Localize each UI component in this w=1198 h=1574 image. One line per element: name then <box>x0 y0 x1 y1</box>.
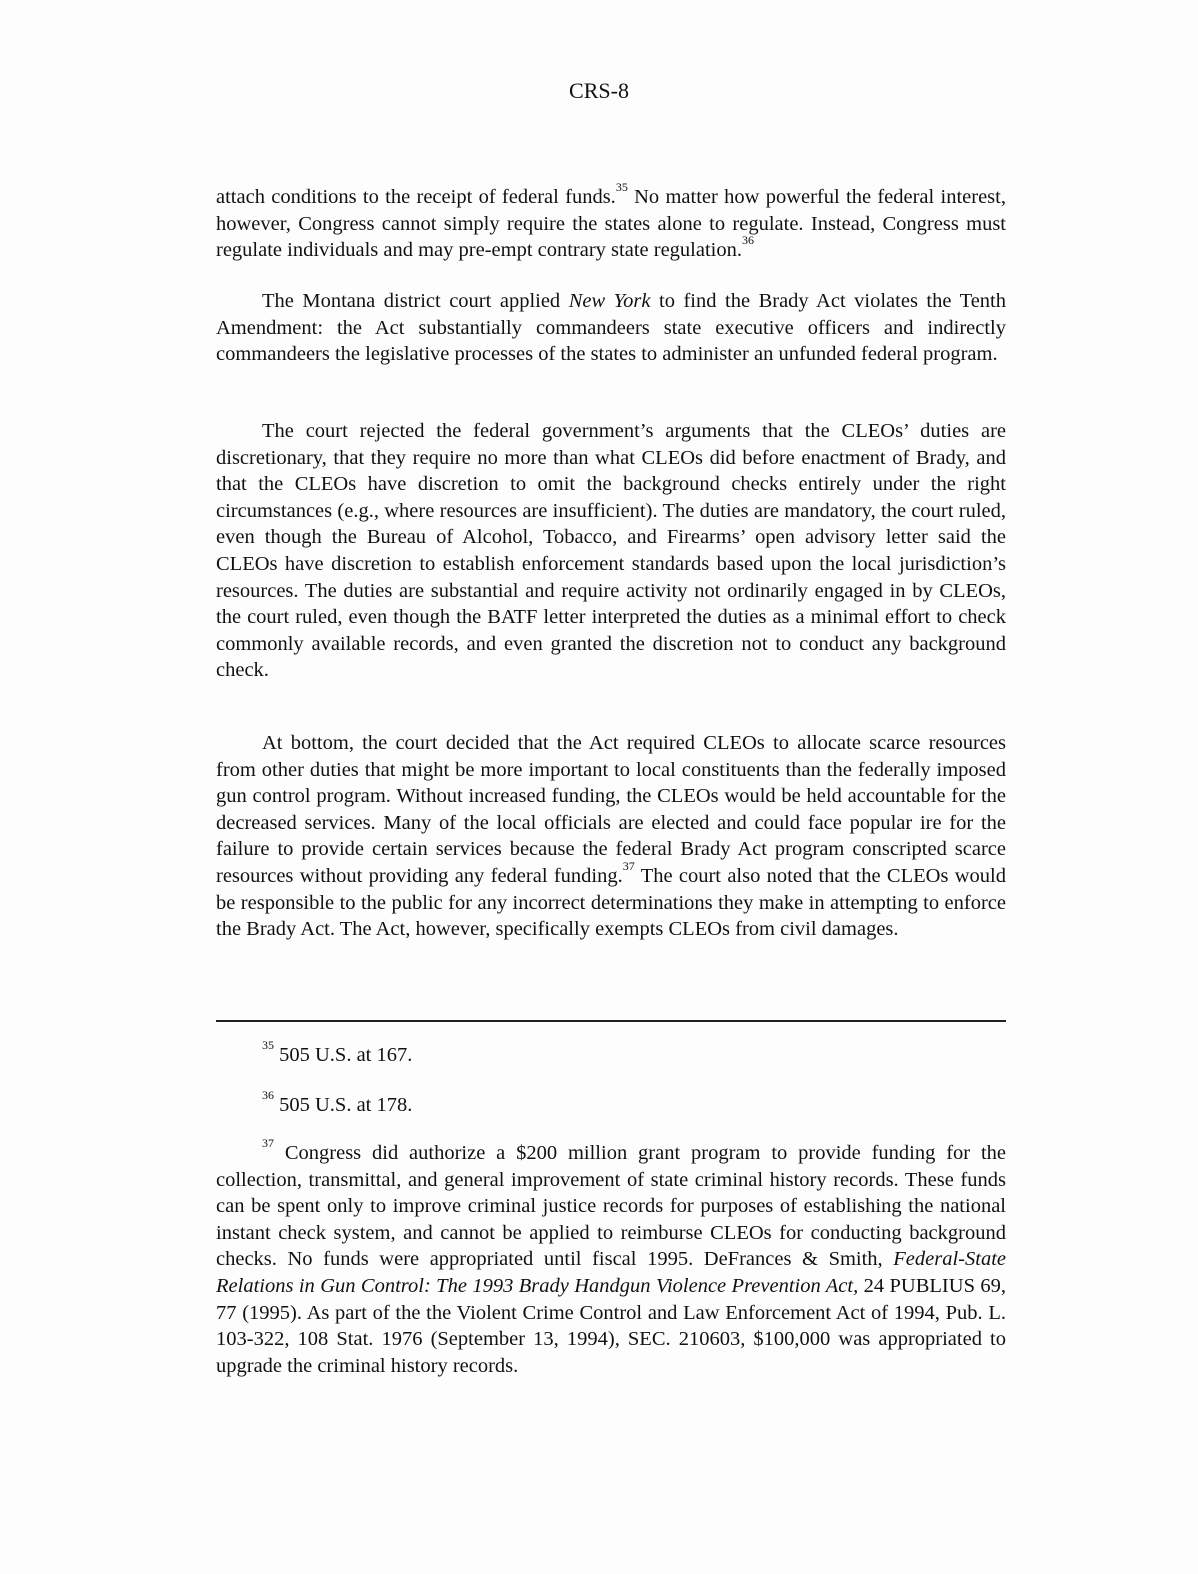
paragraph-text: No matter how powerful the federal interest, however, Congress cannot simply require the states alone to regulate. Instead, Congress must regulate individuals and may pre-empt contrary state regulation. <box>216 186 1006 262</box>
footnote-ref-37[interactable]: 37 <box>622 858 635 873</box>
paragraph-2 <box>216 288 1006 368</box>
footnote-number: 35 <box>262 1038 274 1052</box>
citation-title: Federal-State Relations in Gun Control: The 1993 Brady Handgun Violence Prevention Act, <box>216 1248 1006 1297</box>
footnote-text: 505 U.S. at 167. <box>279 1044 413 1066</box>
paragraph-text: attach conditions to the receipt of federal funds. <box>216 186 616 208</box>
case-name: New York <box>568 290 651 312</box>
footnote-number: 37 <box>262 1136 274 1150</box>
paragraph-text: The court also noted that the CLEOs would be responsible to the public for any incorrect determinations they make in attempting to enforce the Brady Act. The Act, however, specifically exempts CLEOs from civil damages. <box>216 864 1007 941</box>
footnote-ref-35[interactable]: 35 <box>615 180 628 194</box>
paragraph-text: The court rejected the federal government’s arguments that the CLEOs’ duties are discretionary, that they require no more than what CLEOs did before enactment of Brady, and that the CLEOs have discretion to omit the background checks entirely under the right circumstances (e.g., where resources are insufficient). The duties are mandatory, the court ruled, even though the Bureau of Alcohol, Tobacco, and Firearms’ open advisory letter said the CLEOs have discretion to establish enforcement standards based upon the local jurisdiction’s resources. The duties are substantial and require activity not ordinarily engaged in by CLEOs, the court ruled, even though the BATF letter interpreted the duties as a minimal effort to check commonly available records, and even granted the discretion not to conduct any background check. <box>216 420 1006 682</box>
paragraph-text: The Montana district court applied <box>262 290 569 312</box>
paragraph-1 <box>216 180 1006 264</box>
footnote-37 <box>216 1136 1007 1379</box>
footnote-text: Congress did authorize a $200 million grant program to provide funding for the collection, transmittal, and general improvement of state criminal history records. These funds can be spent only to improve criminal justice records for purposes of establishing the national instant check system, and cannot be applied to reimburse CLEOs for conducting background checks. No funds were appropriated until fiscal 1995. DeFrances & Smith, <box>216 1142 1007 1271</box>
footnote-text: 24 PUBLIUS 69, 77 (1995). As part of the the Violent Crime Control and Law Enforcement Act of 1994, Pub. L. 103-322, 108 Stat. 1976 (September 13, 1994), SEC. 210603, $100,000 was appropriated to upgrade the criminal history records. <box>216 1274 1006 1377</box>
footnote-36 <box>216 1088 1006 1119</box>
footnote-35 <box>216 1038 1006 1069</box>
footnote-number: 36 <box>262 1088 274 1102</box>
footnote-ref-36[interactable]: 36 <box>741 233 754 248</box>
page-number-header: CRS-8 <box>569 78 629 103</box>
paragraph-text: At bottom, the court decided that the Act required CLEOs to allocate scarce resources from other duties that might be more important to local constituents than the federally imposed gun control program. Without increased funding, the CLEOs would be held accountable for the decreased services. Many of the local officials are elected and could face popular ire for the failure to provide certain services because the federal Brady Act program conscripted scarce resources without providing any federal funding. <box>216 732 1006 887</box>
paragraph-3 <box>216 418 1006 684</box>
paragraph-4 <box>216 730 1006 943</box>
paragraph-text: to find the Brady Act violates the Tenth Amendment: the Act substantially commandeers state executive officers and indirectly commandeers the legislative processes of the states to administer an unfunded federal program. <box>216 290 1007 366</box>
footnote-divider <box>216 1020 1006 1022</box>
footnote-text: 505 U.S. at 178. <box>279 1094 413 1116</box>
